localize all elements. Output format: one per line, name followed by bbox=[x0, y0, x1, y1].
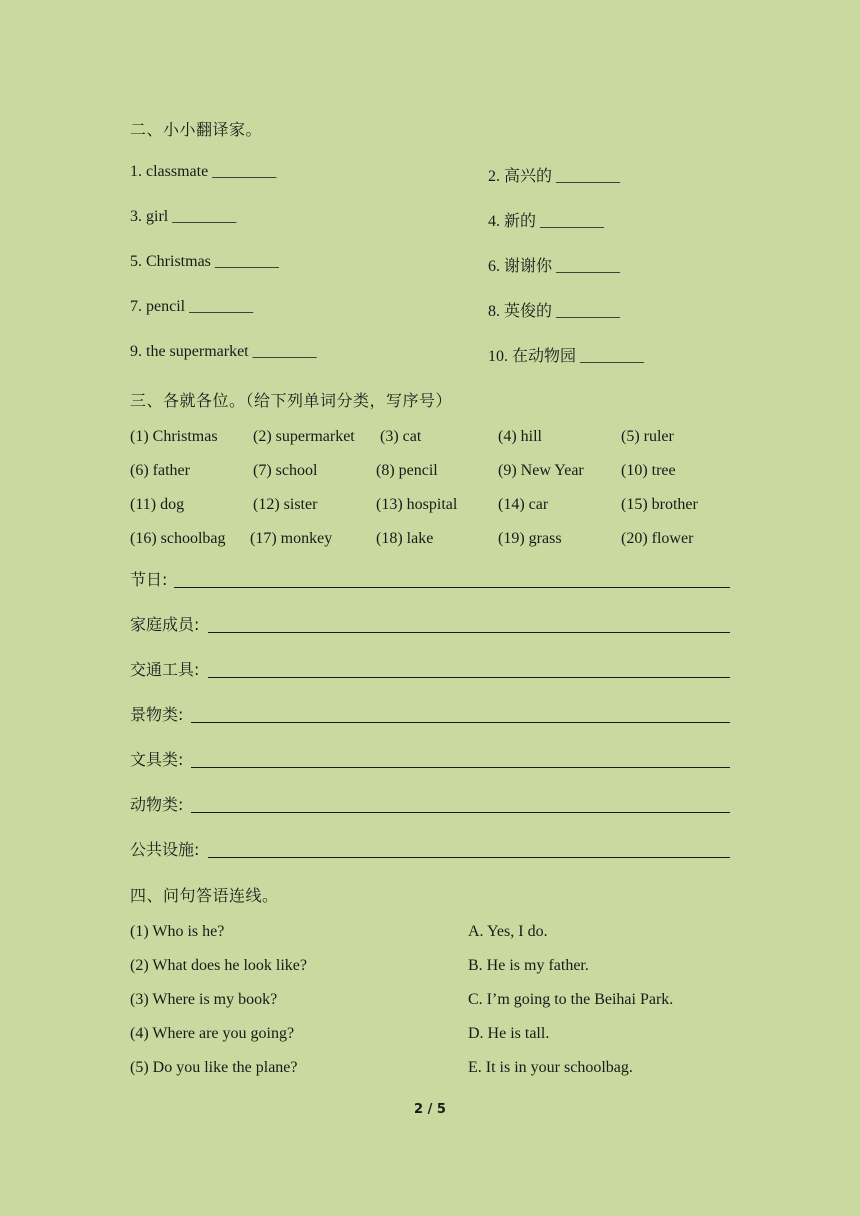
category-label: 公共设施: bbox=[130, 840, 200, 859]
translate-item-9 bbox=[130, 343, 317, 361]
translate-item-8 bbox=[488, 298, 620, 321]
item-number: 9. bbox=[130, 343, 142, 360]
item-number: 7. bbox=[130, 298, 142, 315]
translate-item-4 bbox=[488, 208, 604, 231]
word-item: (7) school bbox=[253, 462, 318, 479]
answer-line[interactable] bbox=[191, 767, 730, 768]
answer-blank[interactable]: ________ bbox=[252, 343, 317, 360]
word-item: (15) brother bbox=[621, 496, 698, 513]
category-label: 动物类: bbox=[130, 795, 184, 814]
word-item: (5) ruler bbox=[621, 428, 674, 445]
item-text: 高兴的 bbox=[504, 166, 553, 185]
word-item: (9) New Year bbox=[498, 462, 584, 479]
answer-blank[interactable]: ________ bbox=[172, 208, 237, 225]
word-item: (10) tree bbox=[621, 462, 676, 479]
translate-item-1 bbox=[130, 163, 276, 181]
question-item[interactable]: (3) Where is my book? bbox=[130, 991, 278, 1008]
answer-line[interactable] bbox=[174, 587, 730, 588]
translate-item-6 bbox=[488, 253, 620, 276]
category-label: 节日: bbox=[130, 570, 168, 589]
answer-line[interactable] bbox=[208, 632, 730, 633]
category-row-transport bbox=[130, 656, 730, 680]
translate-item-3 bbox=[130, 208, 236, 226]
word-item: (13) hospital bbox=[376, 496, 458, 513]
category-row-festival bbox=[130, 566, 730, 590]
answer-line[interactable] bbox=[208, 857, 730, 858]
section2-heading: 二、小小翻译家。 bbox=[130, 120, 263, 139]
item-number: 4. bbox=[488, 213, 500, 230]
question-item[interactable]: (4) Where are you going? bbox=[130, 1025, 295, 1042]
item-number: 1. bbox=[130, 163, 142, 180]
answer-blank[interactable]: ________ bbox=[212, 163, 277, 180]
category-row-public bbox=[130, 836, 730, 860]
answer-blank[interactable]: ________ bbox=[214, 253, 279, 270]
word-item: (3) cat bbox=[380, 428, 422, 445]
word-item: (1) Christmas bbox=[130, 428, 218, 445]
item-text: 在动物园 bbox=[512, 346, 577, 365]
item-number: 8. bbox=[488, 303, 500, 320]
answer-item[interactable]: A. Yes, I do. bbox=[468, 923, 548, 940]
word-item: (2) supermarket bbox=[253, 428, 355, 445]
word-item: (19) grass bbox=[498, 530, 562, 547]
translate-item-7 bbox=[130, 298, 253, 316]
item-text: Christmas bbox=[146, 253, 211, 270]
section4-heading: 四、问句答语连线。 bbox=[130, 886, 279, 905]
word-item: (16) schoolbag bbox=[130, 530, 226, 547]
category-row-stationery bbox=[130, 746, 730, 770]
page-number: 2 / 5 bbox=[414, 1102, 446, 1117]
question-item[interactable]: (1) Who is he? bbox=[130, 923, 225, 940]
answer-item[interactable]: B. He is my father. bbox=[468, 957, 589, 974]
question-item[interactable]: (2) What does he look like? bbox=[130, 957, 307, 974]
category-label: 交通工具: bbox=[130, 660, 200, 679]
item-text: 英俊的 bbox=[504, 301, 553, 320]
item-number: 10. bbox=[488, 348, 508, 365]
answer-blank[interactable]: ________ bbox=[189, 298, 254, 315]
item-number: 2. bbox=[488, 168, 500, 185]
answer-blank[interactable]: ________ bbox=[556, 258, 621, 275]
item-text: 谢谢你 bbox=[504, 256, 553, 275]
item-number: 5. bbox=[130, 253, 142, 270]
word-item: (8) pencil bbox=[376, 462, 438, 479]
category-label: 景物类: bbox=[130, 705, 184, 724]
answer-line[interactable] bbox=[191, 722, 730, 723]
answer-item[interactable]: C. I’m going to the Beihai Park. bbox=[468, 991, 674, 1008]
item-text: pencil bbox=[146, 298, 186, 315]
word-item: (11) dog bbox=[130, 496, 185, 513]
answer-blank[interactable]: ________ bbox=[540, 213, 605, 230]
word-item: (12) sister bbox=[253, 496, 318, 513]
category-row-family bbox=[130, 611, 730, 635]
item-text: 新的 bbox=[504, 211, 537, 230]
word-item: (6) father bbox=[130, 462, 190, 479]
answer-item[interactable]: D. He is tall. bbox=[468, 1025, 550, 1042]
word-item: (20) flower bbox=[621, 530, 694, 547]
item-text: classmate bbox=[146, 163, 209, 180]
word-item: (14) car bbox=[498, 496, 549, 513]
translate-item-2 bbox=[488, 163, 620, 186]
question-item[interactable]: (5) Do you like the plane? bbox=[130, 1059, 298, 1076]
category-label: 家庭成员: bbox=[130, 615, 200, 634]
word-item: (4) hill bbox=[498, 428, 542, 445]
section3-heading: 三、各就各位。（给下列单词分类，写序号） bbox=[130, 391, 453, 410]
category-row-scenery bbox=[130, 701, 730, 725]
answer-line[interactable] bbox=[191, 812, 730, 813]
answer-item[interactable]: E. It is in your schoolbag. bbox=[468, 1059, 633, 1076]
answer-line[interactable] bbox=[208, 677, 730, 678]
category-row-animals bbox=[130, 791, 730, 815]
category-label: 文具类: bbox=[130, 750, 184, 769]
item-number: 3. bbox=[130, 208, 142, 225]
word-item: (17) monkey bbox=[250, 530, 333, 547]
translate-item-10 bbox=[488, 343, 644, 366]
translate-item-5 bbox=[130, 253, 279, 271]
answer-blank[interactable]: ________ bbox=[556, 168, 621, 185]
item-text: the supermarket bbox=[146, 343, 249, 360]
word-item: (18) lake bbox=[376, 530, 434, 547]
answer-blank[interactable]: ________ bbox=[556, 303, 621, 320]
item-number: 6. bbox=[488, 258, 500, 275]
answer-blank[interactable]: ________ bbox=[580, 348, 645, 365]
item-text: girl bbox=[146, 208, 169, 225]
